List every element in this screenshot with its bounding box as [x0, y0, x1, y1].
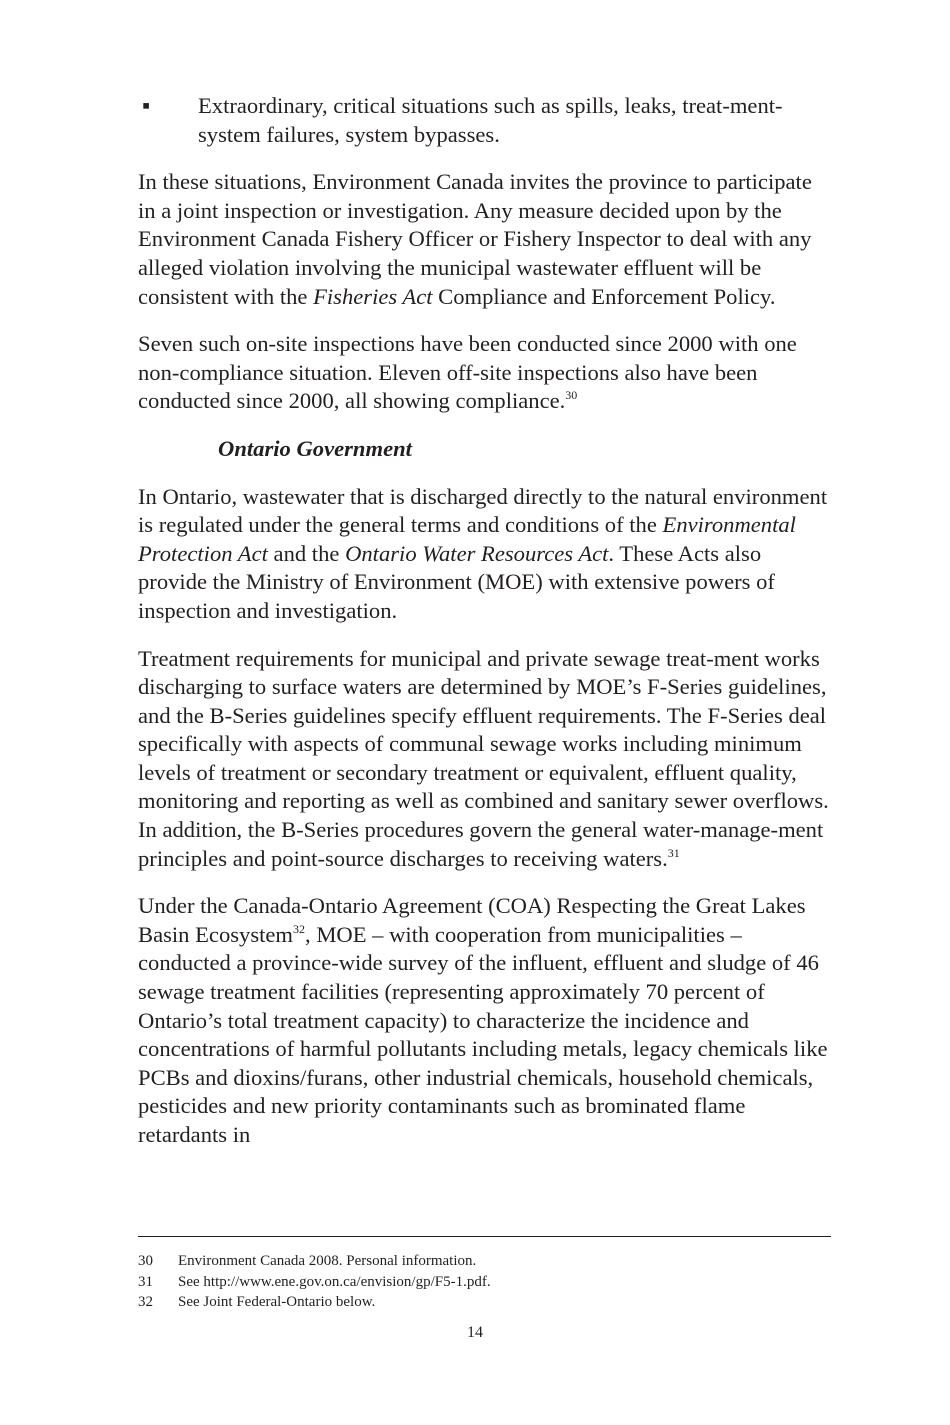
footnote-text: See Joint Federal-Ontario below.	[178, 1294, 376, 1310]
footnote-number: 32	[138, 1294, 153, 1310]
footnote-ref-32[interactable]: 32	[293, 921, 306, 936]
bullet-item	[138, 92, 831, 149]
footnote-ref-30[interactable]: 30	[565, 388, 578, 403]
paragraph-treatment-requirements	[138, 645, 831, 874]
para4-text: Treatment requirements for municipal and private sewage treat-ment works discharging to surface waters are determined by MOE’s F-Series guidelines, and the B-Series guidelines specify effluent requirements. The F-Series deal specifically with aspects of communal sewage works including minimum levels of treatment or secondary treatment or equivalent, effluent quality, monitoring and reporting as well as combined and sanitary sewer overflows. In addition, the B-Series procedures govern the general water-manage-ment principles and point-source discharges to receiving waters.	[138, 645, 829, 871]
footnote-32	[138, 1292, 831, 1313]
para5-text-end: , MOE – with cooperation from municipalities – conducted a province-wide survey of the influent, effluent and sludge of 46 sewage treatment facilities (representing approximately 70 percent of Ontario’s total treatment capacity) to characterize the incidence and concentrations of harmful pollutants including metals, legacy chemicals like PCBs and dioxins/furans, other industrial chemicals, household chemicals, pesticides and new priority contaminants such as brominated flame retardants in	[138, 921, 828, 1147]
para2-text: Seven such on-site inspections have been conducted since 2000 with one non-compliance situation. Eleven off-site inspections also have been conducted since 2000, all showing compliance.	[138, 331, 797, 414]
epa-act-title: Environmental Protection Act	[138, 512, 796, 566]
owra-act-title: Ontario Water Resources Act	[345, 540, 609, 566]
fisheries-act-title: Fisheries Act	[313, 283, 433, 309]
page-number: 14	[467, 1324, 483, 1341]
footnote-30	[138, 1251, 831, 1272]
footnotes	[138, 1251, 831, 1313]
footnote-text: Environment Canada 2008. Personal information.	[178, 1253, 477, 1269]
para3-text-mid: and the	[267, 540, 346, 566]
para1-text-end: Compliance and Enforcement Policy.	[432, 283, 776, 309]
footnote-number: 31	[138, 1273, 153, 1290]
para1-text: In these situations, Environment Canada invites the province to participate in a joint inspection or investigation. Any measure decided upon by the Environment Canada Fishery Officer or Fishery Inspector to deal with any alleged violation involving the municipal wastewater effluent will be consistent with the	[138, 169, 812, 309]
paragraph-joint-inspection	[138, 168, 831, 311]
paragraph-coa-survey	[138, 892, 831, 1149]
footnote-number: 30	[138, 1253, 153, 1269]
bullet-marker: ▪	[142, 93, 151, 118]
para3-text: In Ontario, wastewater that is discharged directly to the natural environment is regulated under the general terms and conditions of the	[138, 483, 828, 538]
page-body	[138, 92, 831, 1169]
paragraph-inspections-count	[138, 330, 831, 416]
para3-text-end: . These Acts also provide the Ministry of Environment (MOE) with extensive powers of inspection and investigation.	[138, 540, 775, 623]
footnote-ref-31[interactable]: 31	[667, 845, 680, 860]
section-heading-ontario-government: Ontario Government	[218, 435, 412, 461]
footnote-31	[138, 1272, 831, 1293]
bullet-text: Extraordinary, critical situations such as spills, leaks, treat-ment-system failures, system bypasses.	[198, 93, 783, 147]
para5-text: Under the Canada-Ontario Agreement (COA) Respecting the Great Lakes Basin Ecosystem	[138, 893, 806, 947]
paragraph-ontario-regulation	[138, 483, 831, 626]
footnote-divider	[138, 1236, 831, 1237]
footnote-text[interactable]: See http://www.ene.gov.on.ca/envision/gp/F5-1.pdf.	[178, 1273, 491, 1290]
